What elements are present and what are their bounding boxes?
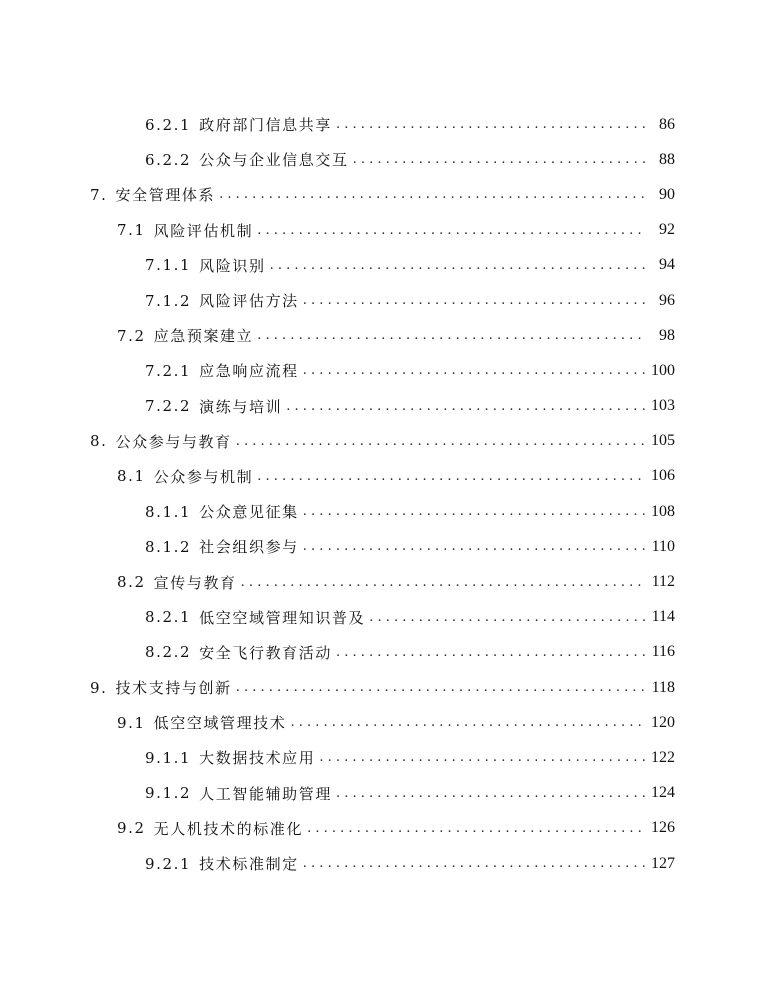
toc-title: 风险识别 [199,256,266,275]
toc-title: 公众参与机制 [153,467,254,486]
toc-title: 大数据技术应用 [199,749,316,768]
dot-leader [270,258,645,273]
toc-page-number: 88 [659,150,675,168]
toc-page-number: 90 [659,185,675,203]
toc-entry-6-2-1[interactable] [0,107,765,142]
toc-entry-8-1-2[interactable] [0,529,765,564]
dot-leader [236,680,645,695]
toc-number: 7.1.2 [145,291,192,310]
dot-leader [369,610,645,625]
toc-page-number: 94 [659,256,675,274]
toc-entry-9-2[interactable] [0,811,765,846]
toc-page-number: 86 [659,115,675,133]
toc-number: 7. [90,185,108,204]
toc-number: 9. [90,678,108,697]
toc-title: 公众意见征集 [199,503,299,522]
toc-title: 演练与培训 [199,397,283,416]
toc-title: 应急响应流程 [199,362,299,381]
dot-leader [307,821,645,836]
toc-entry-9-1-1[interactable] [0,740,765,775]
toc-entry-8-1[interactable] [0,459,765,494]
toc-title: 风险评估方法 [199,292,299,311]
toc-title: 人工智能辅助管理 [199,784,332,803]
toc-number: 9.1 [117,713,146,732]
table-of-contents [0,107,765,881]
toc-page-number: 116 [651,643,675,661]
dot-leader [303,363,645,378]
dot-leader [303,856,645,871]
toc-title: 低空空域管理技术 [153,714,287,733]
toc-title: 技术支持与创新 [115,679,232,698]
dot-leader [353,152,645,167]
toc-entry-9-2-1[interactable] [0,846,765,881]
toc-number: 9.1.2 [145,784,192,803]
toc-title: 公众与企业信息交互 [199,151,349,170]
toc-number: 7.2 [117,326,146,345]
toc-page-number: 100 [651,361,675,379]
toc-entry-7-2-1[interactable] [0,353,765,388]
toc-page-number: 105 [651,432,675,450]
toc-page-number: 110 [651,537,675,555]
toc-title: 社会组织参与 [199,538,299,557]
toc-number: 8. [90,432,108,451]
toc-number: 8.2.1 [145,608,192,627]
toc-entry-7-1[interactable] [0,213,765,248]
toc-number: 9.2.1 [145,854,192,873]
toc-entry-8[interactable] [0,424,765,459]
toc-page-number: 108 [651,502,675,520]
toc-entry-8-2[interactable] [0,564,765,599]
toc-title: 风险评估机制 [153,221,254,240]
toc-title: 无人机技术的标准化 [153,819,304,838]
toc-entry-8-1-1[interactable] [0,494,765,529]
dot-leader [219,187,645,202]
dot-leader [336,786,645,801]
toc-number: 7.1.1 [145,256,192,275]
toc-title: 应急预案建立 [153,327,254,346]
toc-entry-9-1-2[interactable] [0,776,765,811]
dot-leader [236,434,645,449]
toc-page-number: 112 [651,573,675,591]
toc-page-number: 98 [659,326,675,344]
toc-title: 宣传与教育 [153,573,237,592]
toc-number: 7.2.1 [145,361,192,380]
dot-leader [336,117,645,132]
dot-leader [336,645,645,660]
toc-number: 9.2 [117,819,146,838]
dot-leader [257,328,645,343]
dot-leader [286,399,645,414]
toc-entry-7-1-2[interactable] [0,283,765,318]
toc-entry-7[interactable] [0,177,765,212]
dot-leader [303,293,645,308]
dot-leader [241,575,645,590]
toc-page-number: 126 [651,819,675,837]
toc-page-number: 127 [651,854,675,872]
toc-number: 8.2 [117,573,146,592]
toc-title: 技术标准制定 [199,855,299,874]
toc-entry-8-2-2[interactable] [0,635,765,670]
toc-number: 8.1 [117,467,146,486]
dot-leader [257,469,645,484]
toc-number: 9.1.1 [145,748,192,767]
toc-entry-9-1[interactable] [0,705,765,740]
toc-title: 低空空域管理知识普及 [199,608,366,627]
toc-page-number: 114 [651,608,675,626]
toc-page-number: 106 [651,467,675,485]
toc-title: 安全管理体系 [115,186,216,205]
toc-entry-7-2[interactable] [0,318,765,353]
toc-page-number: 122 [651,748,675,766]
toc-entry-9[interactable] [0,670,765,705]
dot-leader [303,504,645,519]
toc-number: 8.1.2 [145,537,192,556]
dot-leader [290,715,645,730]
dot-leader [319,750,645,765]
toc-page-number: 118 [651,678,675,696]
toc-page-number: 92 [659,221,675,239]
toc-title: 政府部门信息共享 [199,116,332,135]
toc-page-number: 124 [651,784,675,802]
toc-entry-7-2-2[interactable] [0,389,765,424]
toc-title: 公众参与与教育 [115,432,232,451]
toc-title: 安全飞行教育活动 [199,643,332,662]
toc-page-number: 120 [651,713,675,731]
toc-entry-7-1-1[interactable] [0,248,765,283]
toc-entry-8-2-1[interactable] [0,600,765,635]
toc-number: 7.2.2 [145,397,192,416]
toc-page-number: 96 [659,291,675,309]
toc-number: 8.2.2 [145,643,192,662]
dot-leader [303,539,645,554]
toc-number: 7.1 [117,221,146,240]
toc-page-number: 103 [651,397,675,415]
dot-leader [257,223,645,238]
toc-number: 6.2.1 [145,115,192,134]
toc-number: 6.2.2 [145,150,192,169]
toc-entry-6-2-2[interactable] [0,142,765,177]
toc-number: 8.1.1 [145,502,192,521]
